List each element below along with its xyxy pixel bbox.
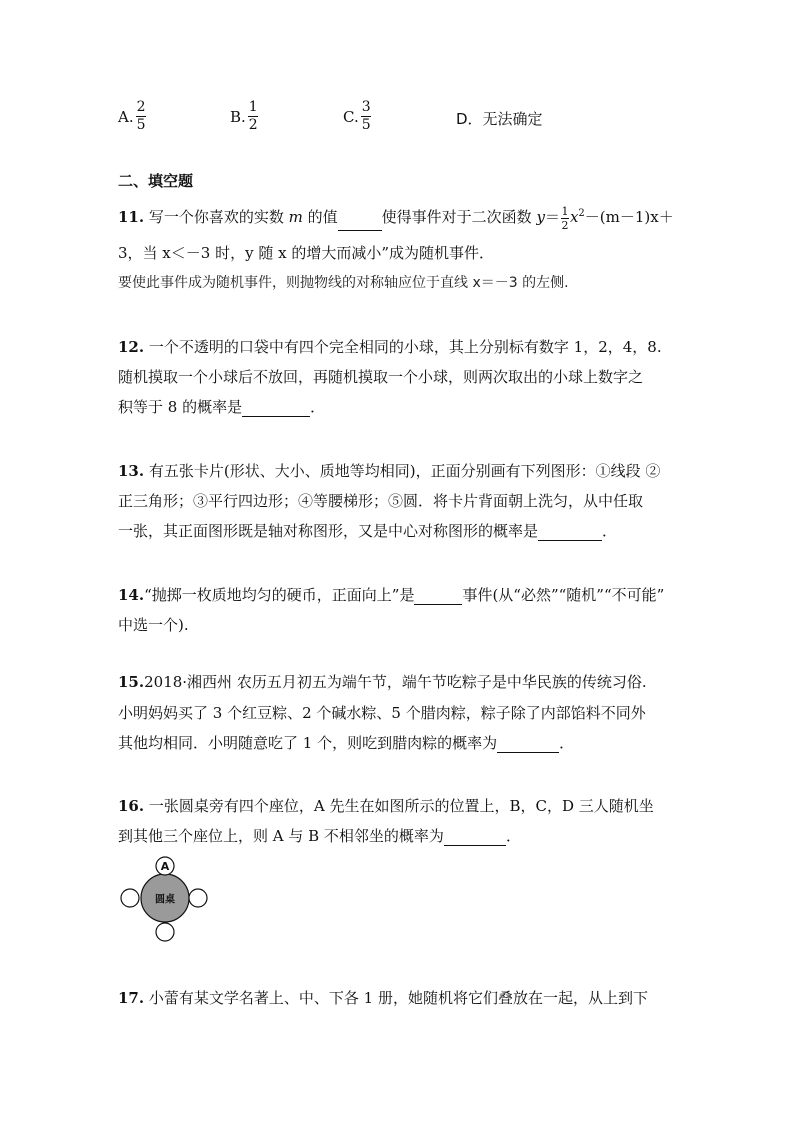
question-11-line-2: 3，当 x＜－3 时，y 随 x 的增大而减小”成为随机事件． bbox=[118, 244, 494, 262]
question-14-line-1: 14.“抛掷一枚质地均匀的硬币，正面向上”是 事件(从“必然”“随机”“不可能” bbox=[118, 586, 665, 604]
option-b bbox=[230, 100, 259, 133]
seat-a-label: A bbox=[160, 860, 170, 873]
answer-blank-14[interactable] bbox=[414, 588, 462, 605]
fraction-half: $\frac{1}{2}$ bbox=[561, 204, 569, 232]
question-17-line-1: 17. 小蕾有某文学名著上、中、下各 1 册，她随机将它们叠放在一起，从上到下 bbox=[118, 989, 648, 1007]
option-c-fraction: $\frac{3}{5}$ bbox=[361, 99, 371, 133]
seat-bottom bbox=[156, 923, 174, 941]
option-b-fraction: $\frac{1}{2}$ bbox=[248, 99, 258, 133]
round-table-label: 圆桌 bbox=[155, 894, 175, 906]
question-12-line-3: 积等于 8 的概率是 ． bbox=[118, 398, 326, 416]
option-c-label: C. bbox=[343, 107, 359, 126]
answer-blank-16[interactable] bbox=[444, 829, 506, 846]
answer-blank-15[interactable] bbox=[497, 736, 559, 753]
option-d: D．无法确定 bbox=[456, 110, 543, 128]
answer-blank-13[interactable] bbox=[538, 524, 602, 541]
question-15-line-3: 其他均相同．小明随意吃了 1 个，则吃到腊肉粽的概率为 ． bbox=[118, 734, 575, 752]
question-11-note: 要使此事件成为随机事件，则抛物线的对称轴应位于直线 x＝－3 的左侧. bbox=[118, 275, 569, 291]
section-title: 二、填空题 bbox=[118, 172, 194, 190]
question-16-line-1: 16. 一张圆桌旁有四个座位，A 先生在如图所示的位置上，B，C，D 三人随机坐 bbox=[118, 797, 654, 815]
question-12-line-2: 随机摸取一个小球后不放回，再随机摸取一个小球，则两次取出的小球上数字之 bbox=[118, 368, 644, 386]
question-15-line-1: 15.2018·湘西州 农历五月初五为端午节，端午节吃粽子是中华民族的传统习俗. bbox=[118, 673, 647, 691]
question-13-line-3: 一张，其正面图形既是轴对称图形，又是中心对称图形的概率是 ． bbox=[118, 522, 618, 540]
question-16-line-2: 到其他三个座位上，则 A 与 B 不相邻坐的概率为 ． bbox=[118, 827, 521, 845]
option-a-label: A. bbox=[118, 107, 134, 126]
option-a bbox=[118, 100, 147, 133]
question-12-line-1: 12. 一个不透明的口袋中有四个完全相同的小球，其上分别标有数字 1，2，4，8. bbox=[118, 338, 662, 356]
seat-left bbox=[121, 889, 139, 907]
round-table-figure bbox=[118, 854, 210, 946]
question-11-line-1: 11. 写一个你喜欢的实数 m 的值 使得事件对于二次函数 y＝ $\frac{1}{2}$ $x^2-(m-1)x+$ bbox=[118, 204, 674, 232]
option-b-label: B. bbox=[230, 107, 246, 126]
answer-blank-12[interactable] bbox=[242, 400, 310, 417]
option-c bbox=[343, 100, 372, 133]
question-13-line-2: 正三角形；③平行四边形；④等腰梯形；⑤圆．将卡片背面朝上洗匀，从中任取 bbox=[118, 492, 644, 510]
question-13-line-1: 13. 有五张卡片(形状、大小、质地等均相同)，正面分别画有下列图形：①线段 ② bbox=[118, 462, 661, 480]
question-14-line-2: 中选一个). bbox=[118, 616, 189, 634]
question-15-line-2: 小明妈妈买了 3 个红豆粽、2 个碱水粽、5 个腊肉粽，粽子除了内部馅料不同外 bbox=[118, 704, 646, 722]
option-a-fraction: $\frac{2}{5}$ bbox=[136, 99, 146, 133]
seat-right bbox=[189, 889, 207, 907]
answer-blank-11[interactable] bbox=[338, 214, 382, 231]
